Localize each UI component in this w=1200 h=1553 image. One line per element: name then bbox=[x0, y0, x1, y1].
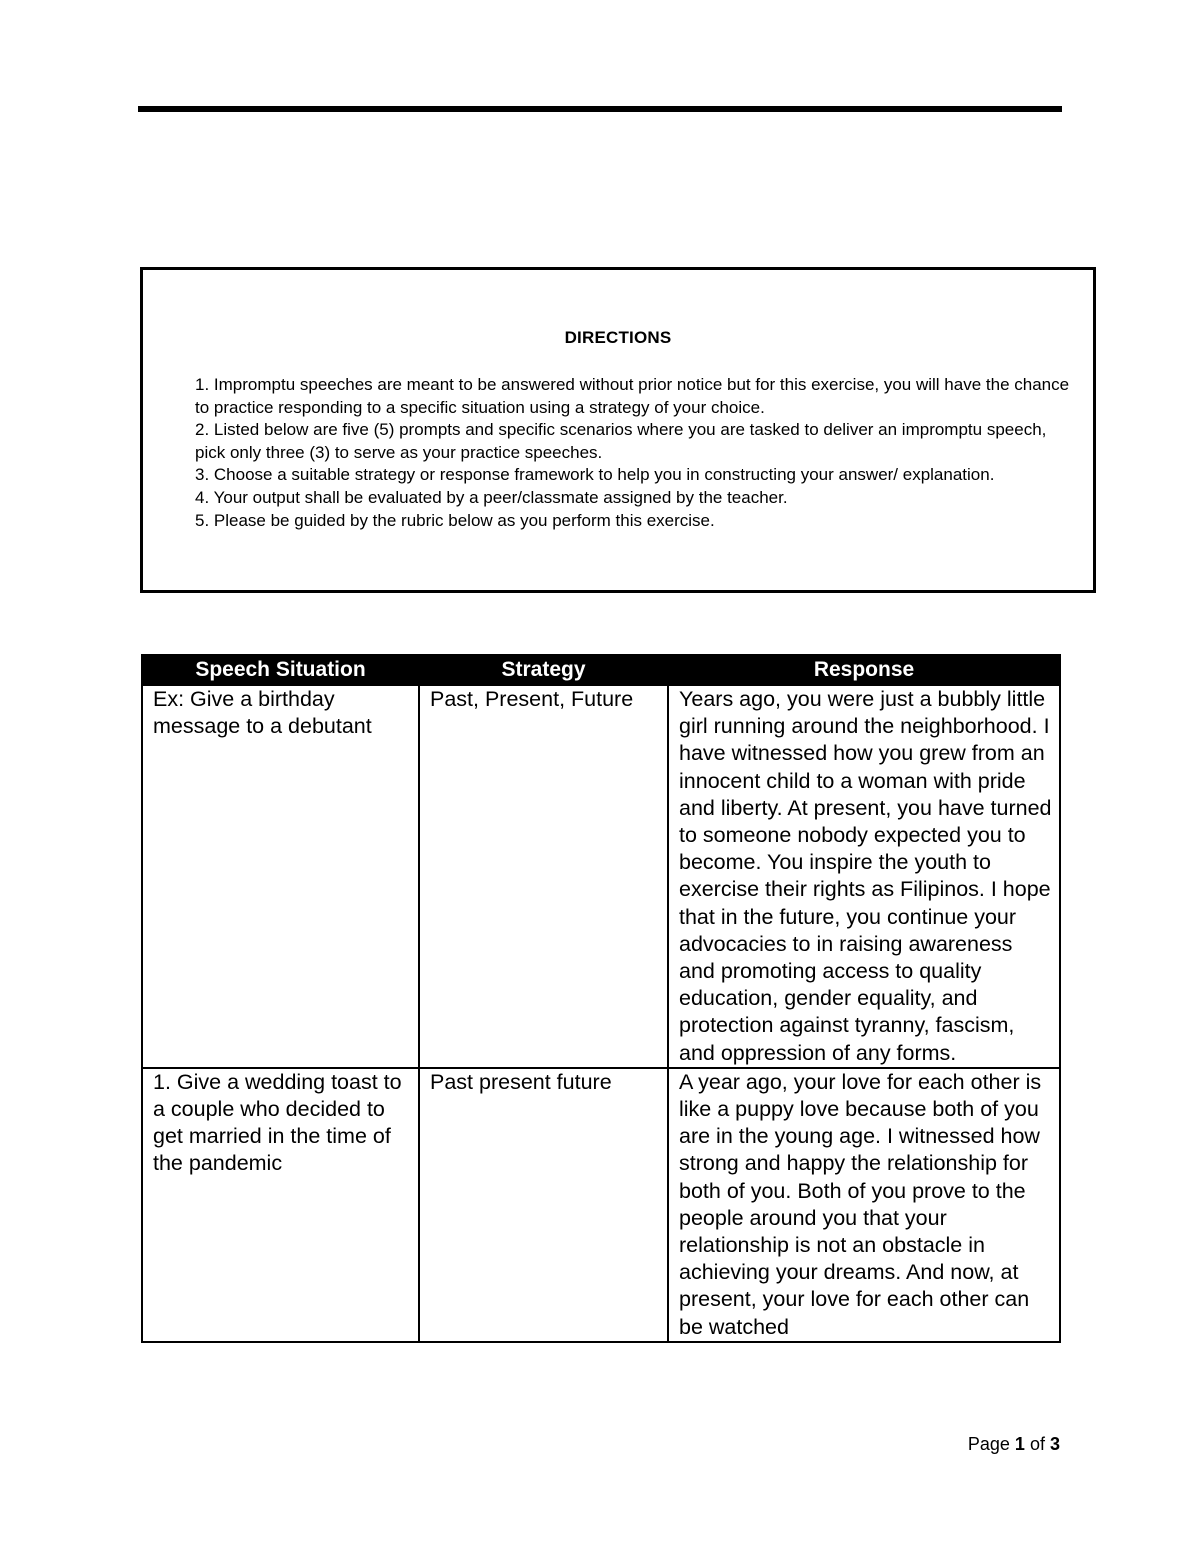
direction-item: 4. Your output shall be evaluated by a peer/classmate assigned by the teacher. bbox=[195, 487, 788, 507]
page-label: Page bbox=[967, 1434, 1010, 1454]
current-page: 1 bbox=[1014, 1434, 1025, 1454]
header-response: Response bbox=[668, 655, 1060, 685]
header-strategy: Strategy bbox=[419, 655, 668, 685]
top-horizontal-rule bbox=[138, 106, 1062, 112]
page-number bbox=[940, 1434, 1060, 1455]
table-header-row bbox=[142, 655, 1060, 685]
directions-list bbox=[195, 374, 1075, 532]
cell-strategy: Past, Present, Future bbox=[419, 685, 668, 1068]
direction-item: 2. Listed below are five (5) prompts and specific scenarios where you are tasked to deliver an impromptu speech, pick only three (3) to serve as your practice speeches. bbox=[195, 420, 1047, 462]
directions-title: DIRECTIONS bbox=[564, 328, 672, 347]
cell-strategy: Past present future bbox=[419, 1068, 668, 1342]
of-label: of bbox=[1029, 1434, 1045, 1454]
cell-response: Years ago, you were just a bubbly little girl running around the neighborhood. I have witnessed how you grew from an innocent child to a woman with pride and liberty. At present, you have turned to someone nobody expected you to become. You inspire the youth to exercise their rights as Filipinos. I hope that in the future, you continue your advocacies to in raising awareness and promoting access to quality education, gender equality, and protection against tyranny, fascism, and oppression of any forms. bbox=[668, 685, 1060, 1068]
header-speech-situation: Speech Situation bbox=[142, 655, 419, 685]
total-pages: 3 bbox=[1049, 1434, 1060, 1454]
cell-situation: Ex: Give a birthday message to a debutant bbox=[142, 685, 419, 1068]
cell-situation: 1. Give a wedding toast to a couple who decided to get married in the time of the pandemic bbox=[142, 1068, 419, 1342]
table-row bbox=[142, 685, 1060, 1068]
speech-table bbox=[141, 654, 1061, 1343]
direction-item: 5. Please be guided by the rubric below as you perform this exercise. bbox=[195, 510, 715, 530]
cell-response: A year ago, your love for each other is like a puppy love because both of you are in the young age. I witnessed how strong and happy the relationship for both of you. Both of you prove to the people around you that your relationship is not an obstacle in achieving your dreams. And now, at present, your love for each other can be watched bbox=[668, 1068, 1060, 1342]
direction-item: 3. Choose a suitable strategy or response framework to help you in constructing your answer/ explanation. bbox=[195, 465, 995, 485]
table-row bbox=[142, 1068, 1060, 1342]
direction-item: 1. Impromptu speeches are meant to be answered without prior notice but for this exercise, you will have the chance to practice responding to a specific situation using a strategy of your choice. bbox=[195, 375, 1070, 417]
directions-box bbox=[140, 267, 1096, 593]
